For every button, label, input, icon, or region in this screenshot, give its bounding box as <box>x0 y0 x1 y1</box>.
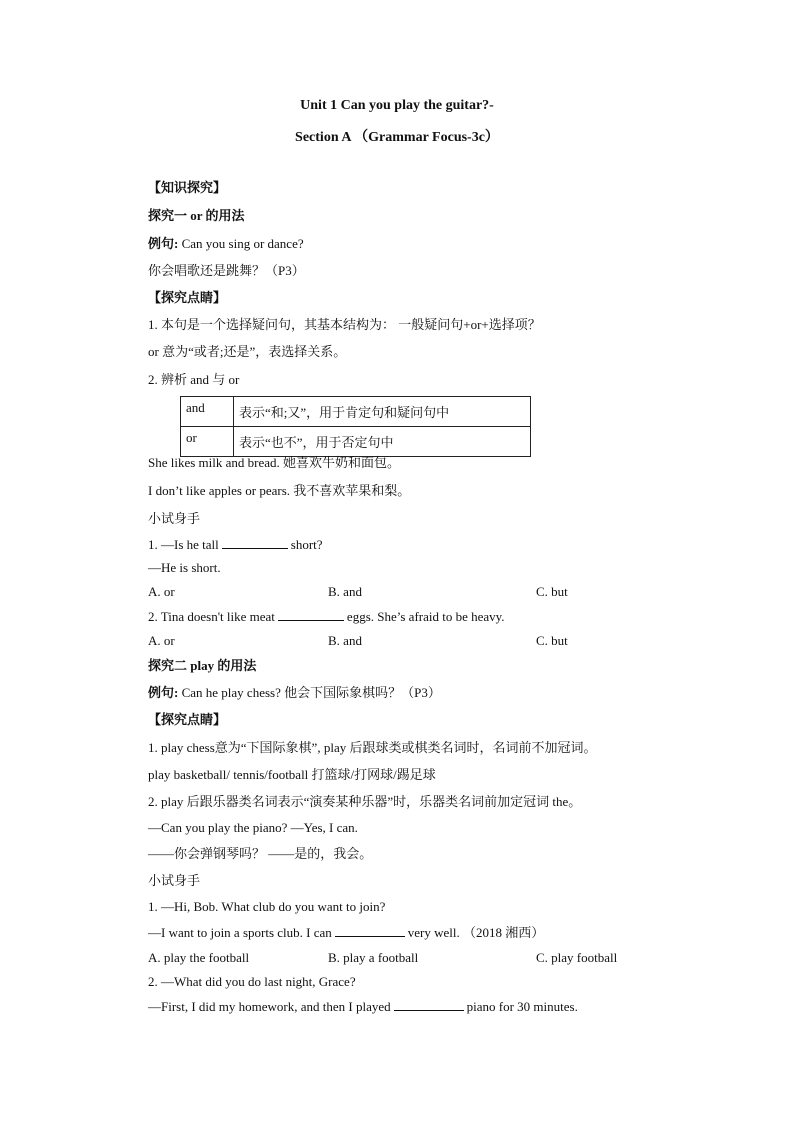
question-text: —I want to join a sports club. I can <box>148 925 332 940</box>
question-text: —First, I did my homework, and then I played <box>148 999 391 1014</box>
question-text: short? <box>290 537 323 552</box>
topic-one-heading: 探究一 or 的用法 <box>148 208 245 223</box>
question-one-line-two <box>148 924 544 941</box>
point-one: 1. play chess意为“下国际象棋”, play 后跟球类或棋类名词时，名词前不加冠词。 <box>148 740 597 755</box>
answer-blank[interactable] <box>335 924 405 937</box>
option-b: B. and <box>328 633 362 648</box>
dialogue-chinese: ——你会弹钢琴吗？ ——是的，我会。 <box>148 846 373 861</box>
option-c: C. but <box>536 633 568 648</box>
question-one-answer-line: —He is short. <box>148 560 221 575</box>
topic-two-heading: 探究二 play 的用法 <box>148 658 257 673</box>
point-one: 1. 本句是一个选择疑问句，其基本结构为： 一般疑问句+or+选择项？ <box>148 317 541 332</box>
example-english: Can you sing or dance? <box>178 236 304 251</box>
example-sentence <box>148 236 304 252</box>
points-heading: 【探究点睛】 <box>148 290 227 305</box>
example-translation: 你会唱歌还是跳舞？（P3） <box>148 263 305 278</box>
question-text: eggs. She’s afraid to be heavy. <box>346 609 505 624</box>
points-heading: 【探究点睛】 <box>148 712 227 727</box>
dialogue-english: —Can you play the piano? —Yes, I can. <box>148 820 358 835</box>
point-one-examples: play basketball/ tennis/football 打篮球/打网球/踢足球 <box>148 767 436 782</box>
table-cell-word: or <box>181 427 234 457</box>
page-subtitle: Section A （Grammar Focus-3c） <box>295 130 499 145</box>
option-c: C. play football <box>536 950 618 965</box>
and-or-comparison-table <box>180 396 531 457</box>
question-one: 1. —Hi, Bob. What club do you want to join? <box>148 899 386 914</box>
example-label: 例句: <box>148 236 179 251</box>
option-b: B. play a football <box>328 950 419 965</box>
example-label: 例句: <box>148 685 179 700</box>
table-cell-meaning: 表示“也不”，用于否定句中 <box>234 427 531 457</box>
point-one-note: or 意为“或者;还是”，表选择关系。 <box>148 344 347 359</box>
question-two: 2. —What did you do last night, Grace? <box>148 974 356 989</box>
table-row <box>181 397 531 427</box>
option-c: C. but <box>536 584 568 599</box>
question-text: 1. —Is he tall <box>148 537 219 552</box>
question-text: very well. （2018 湘西） <box>407 925 545 940</box>
practice-heading: 小试身手 <box>148 873 201 888</box>
table-cell-word: and <box>181 397 234 427</box>
option-a: A. or <box>148 633 175 648</box>
example-text: Can he play chess? 他会下国际象棋吗？（P3） <box>178 685 441 700</box>
option-a: A. play the football <box>148 950 250 965</box>
answer-blank[interactable] <box>278 608 344 621</box>
answer-blank[interactable] <box>394 998 464 1011</box>
table-row <box>181 427 531 457</box>
example-or: I don’t like apples or pears. 我不喜欢苹果和梨。 <box>148 483 411 498</box>
question-one <box>148 536 323 553</box>
point-two: 2. 辨析 and 与 or <box>148 372 240 387</box>
practice-heading: 小试身手 <box>148 511 201 526</box>
option-a: A. or <box>148 584 175 599</box>
question-two <box>148 608 505 625</box>
table-cell-meaning: 表示“和;又”，用于肯定句和疑问句中 <box>234 397 531 427</box>
page-title: Unit 1 Can you play the guitar?- <box>300 98 494 113</box>
option-b: B. and <box>328 584 362 599</box>
question-text: 2. Tina doesn't like meat <box>148 609 275 624</box>
example-sentence <box>148 685 441 701</box>
question-text: piano for 30 minutes. <box>466 999 578 1014</box>
example-and: She likes milk and bread. 她喜欢牛奶和面包。 <box>148 455 401 470</box>
answer-blank[interactable] <box>222 536 288 549</box>
section-heading: 【知识探究】 <box>148 180 227 195</box>
question-two-line-two <box>148 998 578 1015</box>
point-two: 2. play 后跟乐器类名词表示“演奏某种乐器”时，乐器类名词前加定冠词 the。 <box>148 794 582 809</box>
